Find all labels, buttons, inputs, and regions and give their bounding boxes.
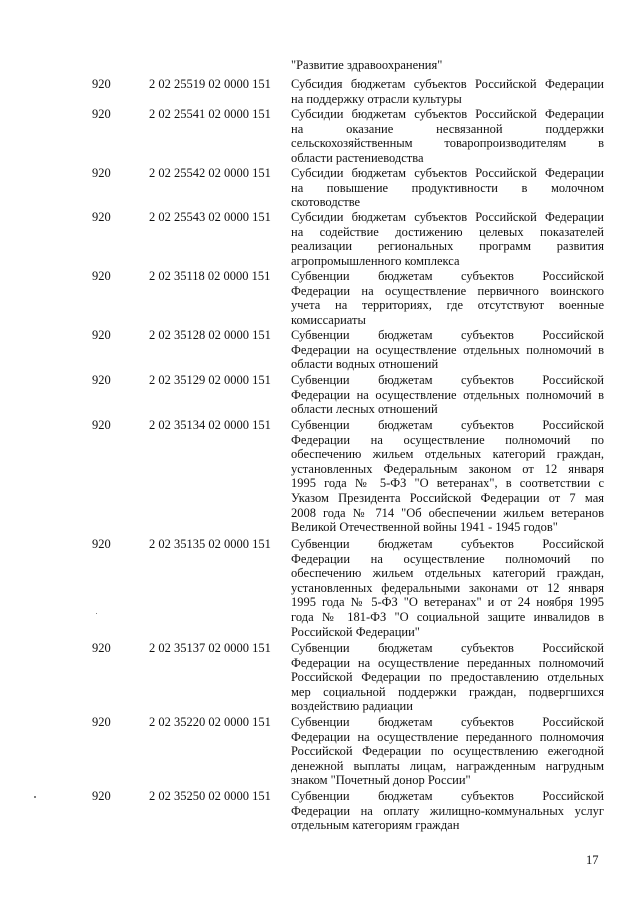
description-line: Федерации на осуществление отдельных полномочий в <box>291 342 604 357</box>
budget-classification-code: 2 02 35220 02 0000 151 <box>149 715 271 729</box>
budget-classification-code: 2 02 35250 02 0000 151 <box>149 789 271 803</box>
description-line: на содействие достижению целевых показателей <box>291 224 604 239</box>
description-line: Федерации на осуществление отдельных полномочий в <box>291 387 604 402</box>
admin-code: 920 <box>92 269 111 283</box>
description-line: Федерации на осуществление переданного полномочия <box>291 729 604 744</box>
description-line: на повышение продуктивности в молочном <box>291 180 604 195</box>
description-line: Субвенции бюджетам субъектов Российской <box>291 373 604 387</box>
admin-code: 920 <box>92 789 111 803</box>
admin-code: 920 <box>92 373 111 387</box>
description-line: мер социальной поддержки граждан, подвергшихся <box>291 684 604 699</box>
budget-classification-code: 2 02 25543 02 0000 151 <box>149 210 271 224</box>
scan-speck <box>96 613 97 614</box>
revenue-description <box>291 418 604 535</box>
admin-code: 920 <box>92 107 111 121</box>
admin-code: 920 <box>92 537 111 551</box>
description-line: воздействию радиации <box>291 699 413 714</box>
description-line: Федерации на осуществление полномочий по <box>291 551 604 566</box>
description-line: Великой Отечественной войны 1941 - 1945 годов" <box>291 520 558 535</box>
budget-classification-code: 2 02 35118 02 0000 151 <box>149 269 271 283</box>
description-line: Федерации на осуществление первичного воинского <box>291 283 604 298</box>
budget-classification-code: 2 02 25542 02 0000 151 <box>149 166 271 180</box>
admin-code: 920 <box>92 328 111 342</box>
revenue-description <box>291 77 604 106</box>
description-line: отдельным категориям граждан <box>291 818 460 833</box>
page-number: 17 <box>586 853 599 867</box>
admin-code: 920 <box>92 641 111 655</box>
revenue-description <box>291 328 604 372</box>
description-line: года № 181-ФЗ "О социальной защите инвалидов в <box>291 609 604 624</box>
revenue-description <box>291 373 604 417</box>
admin-code: 920 <box>92 210 111 224</box>
description-line: Субвенции бюджетам субъектов Российской <box>291 789 604 803</box>
revenue-description <box>291 210 604 268</box>
description-line: Субсидии бюджетам субъектов Российской Федерации <box>291 210 604 224</box>
revenue-description <box>291 789 604 833</box>
description-line: установленных федеральными законами от 12 января <box>291 580 604 595</box>
description-line: денежной выплаты лицам, награжденным нагрудным <box>291 758 604 773</box>
description-line: Федерации на осуществление переданных полномочий <box>291 655 604 670</box>
admin-code: 920 <box>92 77 111 91</box>
budget-classification-code: 2 02 35134 02 0000 151 <box>149 418 271 432</box>
description-line: установленных Федеральным законом от 12 января <box>291 461 604 476</box>
description-line: области водных отношений <box>291 357 439 372</box>
description-line: 2008 года № 714 "Об обеспечении жильем ветеранов <box>291 505 604 520</box>
description-line: Субсидии бюджетам субъектов Российской Федерации <box>291 166 604 180</box>
description-line: агропромышленного комплекса <box>291 253 460 268</box>
description-line: обеспечению жильем отдельных категорий граждан, <box>291 566 604 581</box>
budget-classification-code: 2 02 35137 02 0000 151 <box>149 641 271 655</box>
description-line: области растениеводства <box>291 150 424 165</box>
description-line: Указом Президента Российской Федерации от 7 мая <box>291 490 604 505</box>
revenue-description <box>291 715 604 788</box>
description-line: обеспечению жильем отдельных категорий граждан, <box>291 447 604 462</box>
budget-classification-code: 2 02 35128 02 0000 151 <box>149 328 271 342</box>
description-line: Субвенции бюджетам субъектов Российской <box>291 269 604 283</box>
revenue-description <box>291 166 604 210</box>
description-line: реализации региональных программ развития <box>291 239 604 254</box>
description-line: скотоводстве <box>291 195 361 210</box>
continuation-line: "Развитие здравоохранения" <box>291 58 443 72</box>
description-line: сельскохозяйственным товаропроизводителям в <box>291 136 604 151</box>
revenue-description <box>291 537 604 639</box>
description-line: 1995 года № 5-ФЗ "О ветеранах" и от 24 ноября 1995 <box>291 595 604 610</box>
description-line: на поддержку отрасли культуры <box>291 91 462 106</box>
admin-code: 920 <box>92 418 111 432</box>
description-line: Субсидии бюджетам субъектов Российской Федерации <box>291 107 604 121</box>
description-line: Субвенции бюджетам субъектов Российской <box>291 328 604 342</box>
description-line: 1995 года № 5-ФЗ "О ветеранах", в соответствии с <box>291 476 604 491</box>
description-line: Субсидия бюджетам субъектов Российской Федерации <box>291 77 604 91</box>
description-line: Субвенции бюджетам субъектов Российской <box>291 418 604 432</box>
description-line: Федерации на осуществление полномочий по <box>291 432 604 447</box>
description-line: на оказание несвязанной поддержки <box>291 121 604 136</box>
description-line: учета на территориях, где отсутствуют военные <box>291 298 604 313</box>
budget-classification-code: 2 02 25541 02 0000 151 <box>149 107 271 121</box>
description-line: Субвенции бюджетам субъектов Российской <box>291 715 604 729</box>
description-line: Федерации на оплату жилищно-коммунальных услуг <box>291 803 604 818</box>
revenue-description <box>291 641 604 714</box>
description-line: знаком "Почетный донор России" <box>291 773 471 788</box>
continuation-text <box>291 58 604 73</box>
admin-code: 920 <box>92 166 111 180</box>
description-line: Российской Федерации по предоставлению отдельных <box>291 670 604 685</box>
description-line: области лесных отношений <box>291 402 438 417</box>
description-line: Российской Федерации" <box>291 624 420 639</box>
description-line: Российской Федерации по осуществлению ежегодной <box>291 744 604 759</box>
scan-speck <box>34 796 36 798</box>
revenue-description <box>291 269 604 327</box>
description-line: комиссариаты <box>291 312 366 327</box>
budget-classification-code: 2 02 35135 02 0000 151 <box>149 537 271 551</box>
description-line: Субвенции бюджетам субъектов Российской <box>291 537 604 551</box>
budget-classification-code: 2 02 35129 02 0000 151 <box>149 373 271 387</box>
description-line: Субвенции бюджетам субъектов Российской <box>291 641 604 655</box>
revenue-description <box>291 107 604 165</box>
budget-classification-code: 2 02 25519 02 0000 151 <box>149 77 271 91</box>
admin-code: 920 <box>92 715 111 729</box>
